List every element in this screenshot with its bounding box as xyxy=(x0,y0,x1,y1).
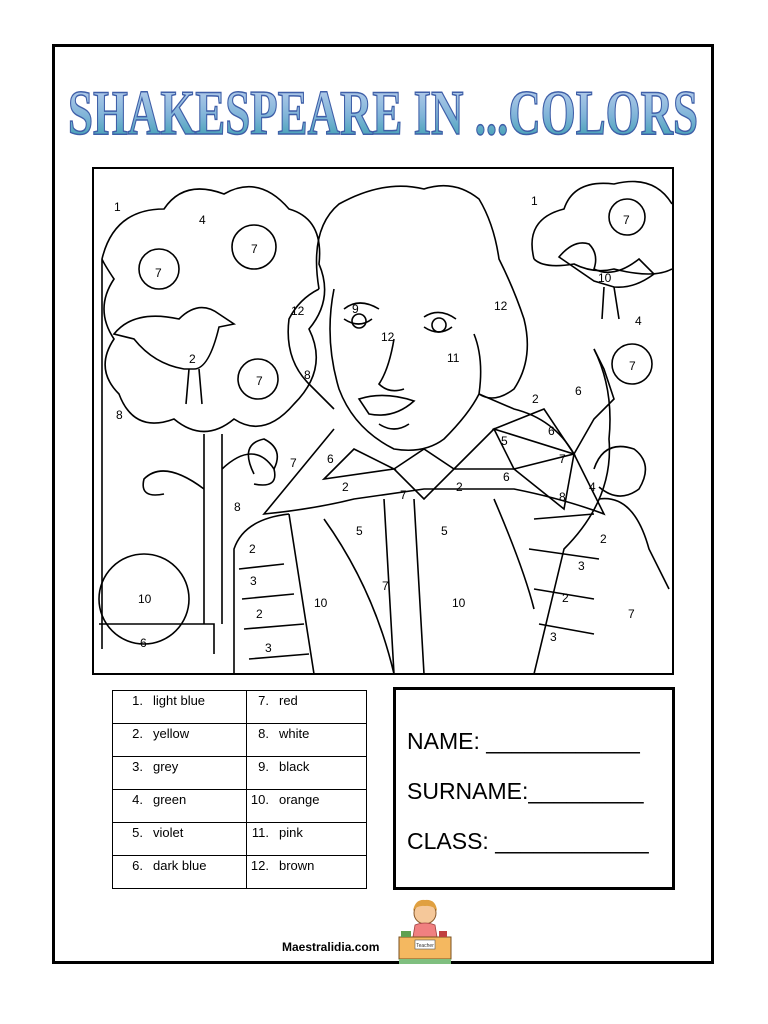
legend-number: 7. xyxy=(258,693,269,708)
legend-color: black xyxy=(279,759,310,774)
region-number: 8 xyxy=(234,500,241,514)
region-number: 7 xyxy=(628,607,635,621)
region-number: 4 xyxy=(589,480,596,494)
legend-color: orange xyxy=(279,792,320,807)
legend-number: 1. xyxy=(132,693,143,708)
region-number: 7 xyxy=(623,213,630,227)
legend-color: green xyxy=(153,792,187,807)
region-number: 2 xyxy=(249,542,256,556)
region-number: 2 xyxy=(189,352,196,366)
legend-color: grey xyxy=(153,759,179,774)
region-number: 7 xyxy=(400,488,407,502)
region-number: 5 xyxy=(441,524,448,538)
coloring-picture xyxy=(92,167,674,675)
legend-color: red xyxy=(279,693,298,708)
region-number: 11 xyxy=(447,351,460,365)
worksheet-title xyxy=(58,62,708,152)
region-number: 6 xyxy=(327,452,334,466)
legend-number: 8. xyxy=(258,726,269,741)
region-number: 1 xyxy=(531,194,538,208)
title-text: SHAKESPEARE IN ...COLORS xyxy=(68,77,698,148)
legend-color: light blue xyxy=(153,693,206,708)
surname-field[interactable]: SURNAME:_________ xyxy=(407,778,644,804)
legend-number: 10. xyxy=(250,792,269,807)
region-number: 7 xyxy=(629,359,636,373)
region-number: 7 xyxy=(251,242,258,256)
legend-row xyxy=(113,691,367,724)
region-number: 4 xyxy=(635,314,642,328)
region-numbers xyxy=(94,169,672,673)
region-number: 6 xyxy=(575,384,582,398)
region-number: 7 xyxy=(155,266,162,280)
student-info-box xyxy=(393,687,675,890)
region-number: 2 xyxy=(256,607,263,621)
region-number: 6 xyxy=(548,424,555,438)
region-number: 7 xyxy=(382,579,389,593)
region-number: 2 xyxy=(562,591,569,605)
region-number: 12 xyxy=(494,299,508,313)
legend-row xyxy=(113,724,367,757)
legend-number: 12. xyxy=(250,858,269,873)
region-number: 8 xyxy=(304,368,311,382)
region-number: 2 xyxy=(456,480,463,494)
legend-number: 9. xyxy=(258,759,269,774)
region-number: 2 xyxy=(342,480,349,494)
region-number: 10 xyxy=(598,271,612,285)
legend-row xyxy=(113,856,367,889)
region-number: 3 xyxy=(550,630,557,644)
region-number: 8 xyxy=(559,490,566,504)
legend-number: 11. xyxy=(251,825,269,840)
region-number: 2 xyxy=(600,532,607,546)
legend-color: violet xyxy=(153,825,184,840)
legend-row xyxy=(113,757,367,790)
svg-text:Teacher: Teacher xyxy=(416,943,434,949)
region-number: 12 xyxy=(291,304,305,318)
region-number: 1 xyxy=(114,200,121,214)
legend-number: 3. xyxy=(132,759,143,774)
region-number: 2 xyxy=(532,392,539,406)
legend-number: 2. xyxy=(132,726,143,741)
legend-color: white xyxy=(279,726,310,741)
region-number: 10 xyxy=(314,596,328,610)
legend-number: 4. xyxy=(132,792,143,807)
legend-row xyxy=(113,823,367,856)
region-number: 3 xyxy=(578,559,585,573)
region-number: 9 xyxy=(352,302,359,316)
legend-row xyxy=(113,790,367,823)
region-number: 3 xyxy=(265,641,272,655)
name-field[interactable]: NAME: ____________ xyxy=(407,728,640,754)
site-credit: Maestralidia.com xyxy=(282,940,380,954)
teacher-clipart-icon xyxy=(395,897,455,967)
region-number: 6 xyxy=(140,636,147,650)
color-legend-table xyxy=(112,690,367,889)
legend-color: brown xyxy=(279,858,315,873)
legend-color: yellow xyxy=(153,726,190,741)
region-number: 7 xyxy=(256,374,263,388)
region-number: 3 xyxy=(250,574,257,588)
legend-number: 6. xyxy=(132,858,143,873)
region-number: 5 xyxy=(501,434,508,448)
class-field[interactable]: CLASS: ____________ xyxy=(407,828,649,854)
region-number: 12 xyxy=(381,330,395,344)
region-number: 8 xyxy=(116,408,123,422)
region-number: 10 xyxy=(138,592,152,606)
region-number: 7 xyxy=(559,452,566,466)
region-number: 10 xyxy=(452,596,466,610)
region-number: 5 xyxy=(356,524,363,538)
legend-color: dark blue xyxy=(153,858,207,873)
region-number: 7 xyxy=(290,456,297,470)
region-number: 4 xyxy=(199,213,206,227)
legend-color: pink xyxy=(279,825,303,840)
legend-number: 5. xyxy=(132,825,143,840)
region-number: 6 xyxy=(503,470,510,484)
